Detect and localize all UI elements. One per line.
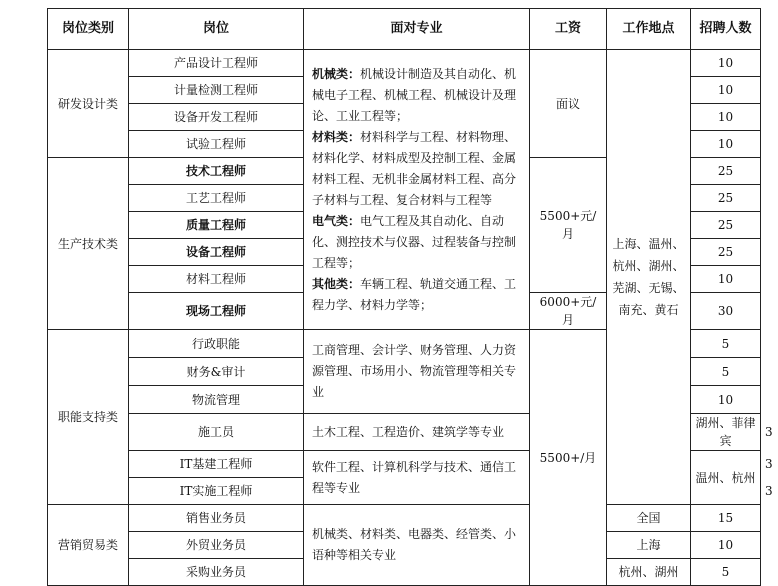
major-label: 机械类：: [312, 66, 361, 81]
position-cell: 质量工程师: [129, 212, 304, 239]
table-row: 施工员 土木工程、工程造价、建筑学等专业 湖州、菲律宾 3: [48, 414, 761, 451]
position-cell: 材料工程师: [129, 266, 304, 293]
position-cell: 外贸业务员: [129, 532, 304, 559]
count-cell: 15: [691, 505, 761, 532]
major-group: [312, 274, 523, 316]
major-label: 电气类：: [312, 213, 361, 228]
major-text: 车辆工程、轨道交通工程、工程力学、材料力学等；: [312, 276, 517, 312]
location-cell-sales2: 上海: [607, 532, 691, 559]
position-cell: 销售业务员: [129, 505, 304, 532]
major-group: [312, 64, 523, 127]
position-cell: 物流管理: [129, 386, 304, 414]
category-cell: 职能支持类: [48, 330, 129, 505]
major-group: [312, 127, 523, 211]
salary-cell: 面议: [530, 50, 607, 158]
salary-cell: 5500+/月: [530, 330, 607, 586]
major-label: 其他类：: [312, 276, 361, 291]
category-cell: 营销贸易类: [48, 505, 129, 586]
position-cell: 技术工程师: [129, 158, 304, 185]
table-row: [48, 50, 761, 77]
location-cell-construction: 湖州、菲律宾: [691, 414, 761, 451]
count-cell: 10: [691, 532, 761, 559]
salary-cell: 5500+元/月: [530, 158, 607, 293]
count-cell: 10: [691, 266, 761, 293]
major-group: [312, 211, 523, 274]
header-row: [48, 9, 761, 50]
recruitment-table: [47, 8, 773, 586]
position-cell: 行政职能: [129, 330, 304, 358]
major-text: 材料科学与工程、材料物理、材料化学、材料成型及控制工程、金属材料工程、无机非金属材料工程、高分子材料与工程、复合材料与工程等: [312, 129, 517, 207]
count-cell: 30: [691, 293, 761, 330]
major-text: 机械设计制造及其自动化、机械电子工程、机械工程、机械设计及理论、工业工程等；: [312, 66, 517, 123]
salary-cell: 6000+元/月: [530, 293, 607, 330]
count-cell: 25: [691, 239, 761, 266]
location-cell-main: 上海、温州、杭州、湖州、芜湖、无锡、南充、黄石: [607, 50, 691, 505]
major-label: 材料类：: [312, 129, 361, 144]
category-cell: 生产技术类: [48, 158, 129, 330]
major-cell-admin: 工商管理、会计学、财务管理、人力资源管理、市场用小、物流管理等相关专业: [304, 330, 530, 414]
header-count: 招聘人数: [691, 9, 761, 50]
position-cell: 设备工程师: [129, 239, 304, 266]
major-cell-sales: 机械类、材料类、电器类、经管类、小语种等相关专业: [304, 505, 530, 586]
count-cell: 10: [691, 104, 761, 131]
location-cell-it: 温州、杭州: [691, 451, 761, 505]
major-cell-construction: 土木工程、工程造价、建筑学等专业: [304, 414, 530, 451]
count-cell: 10: [691, 386, 761, 414]
header-category: 岗位类别: [48, 9, 129, 50]
count-cell: 10: [691, 131, 761, 158]
count-cell: 5: [691, 559, 761, 586]
count-cell: 25: [691, 158, 761, 185]
major-text: 电气工程及其自动化、自动化、测控技术与仪器、过程装备与控制工程等；: [312, 213, 517, 270]
position-cell: 工艺工程师: [129, 185, 304, 212]
category-cell: 研发设计类: [48, 50, 129, 158]
header-salary: 工资: [530, 9, 607, 50]
location-cell-sales3: 杭州、湖州: [607, 559, 691, 586]
header-position: 岗位: [129, 9, 304, 50]
header-location: 工作地点: [607, 9, 691, 50]
table-row: [48, 505, 761, 532]
table-row: IT基建工程师 软件工程、计算机科学与技术、通信工程等专业 温州、杭州 3: [48, 451, 761, 478]
count-cell: 5: [691, 358, 761, 386]
major-cell-engineering: [304, 50, 530, 330]
count-cell: 25: [691, 185, 761, 212]
count-cell: 5: [691, 330, 761, 358]
position-cell: 试验工程师: [129, 131, 304, 158]
count-cell: 10: [691, 50, 761, 77]
position-cell: 计量检测工程师: [129, 77, 304, 104]
count-cell: 10: [691, 77, 761, 104]
position-cell: 施工员: [129, 414, 304, 451]
position-cell: IT实施工程师: [129, 478, 304, 505]
position-cell: 产品设计工程师: [129, 50, 304, 77]
header-major: 面对专业: [304, 9, 530, 50]
table-row: IT实施工程师 3: [48, 478, 761, 505]
position-cell: 设备开发工程师: [129, 104, 304, 131]
position-cell: 现场工程师: [129, 293, 304, 330]
count-cell: 25: [691, 212, 761, 239]
position-cell: 财务&审计: [129, 358, 304, 386]
position-cell: IT基建工程师: [129, 451, 304, 478]
location-cell-sales1: 全国: [607, 505, 691, 532]
major-cell-it: 软件工程、计算机科学与技术、通信工程等专业: [304, 451, 530, 505]
position-cell: 采购业务员: [129, 559, 304, 586]
